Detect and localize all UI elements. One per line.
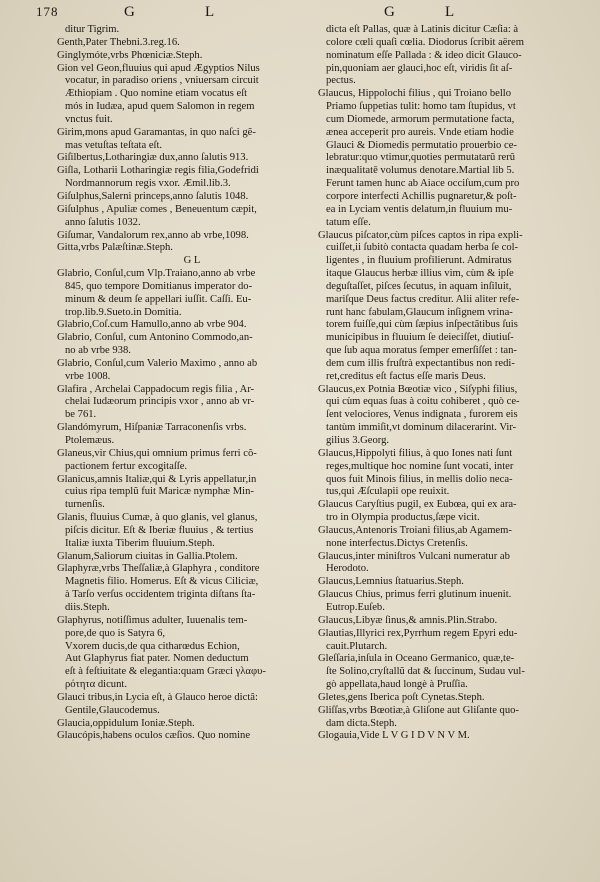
- text-line: itaque Glaucus herbæ illius vim, cùm & ipſe: [326, 268, 514, 280]
- text-line: Glaneus,vir Chius,qui omnium primus ferri cõ-: [57, 447, 257, 459]
- text-line: pectus.: [326, 75, 356, 87]
- text-line: piſcis dicitur. Eſt & Iberiæ fluuius , & tertius: [65, 524, 254, 536]
- text-line: deguſtaſſet, piſces ſecutus, in aquam inſiluit,: [326, 280, 512, 292]
- text-line: Herodoto.: [326, 563, 369, 575]
- text-line: Glaucus, Hippolochi filius , qui Troiano bello: [318, 88, 512, 100]
- text-line: qui cùm equas ſuas à coitu cohiberet , quò ce-: [326, 396, 520, 408]
- text-line: 845, quo tempore Domitianus imperator do-: [65, 280, 253, 292]
- text-line: Æthiopiam . Quo nomine etiam vocatus eſt: [65, 88, 248, 100]
- text-line: Glaucus,inter miniſtros Vulcani numeratur ab: [318, 550, 510, 562]
- text-line: eſt à feſtiuitate & elegantia:quam Græci γλαφυ-: [65, 666, 266, 678]
- text-line: turnenſis.: [65, 499, 105, 511]
- text-line: tro in Olympia productus,ſæpe vicit.: [326, 512, 480, 524]
- running-header: [0, 4, 600, 26]
- text-line: Glaucia,oppidulum Ioniæ.Steph.: [57, 717, 195, 729]
- text-line: Glaucus,Lemnius ſtatuarius.Steph.: [318, 576, 464, 588]
- text-line: Giſulphus,Salerni princeps,anno ſalutis 1048.: [57, 190, 249, 202]
- text-line: Giſumar, Vandalorum rex,anno ab vrbe,1098.: [57, 229, 249, 241]
- text-line: Glabrio, Conſul,cum Valerio Maximo , anno ab: [57, 357, 258, 369]
- text-line: cuius ripa templũ fuit Maricæ nymphæ Min-: [65, 486, 254, 498]
- text-line: gò appellata,haud longè à Pruſſia.: [326, 679, 468, 691]
- text-line: Glaucus,Antenoris Troiani filius,ab Agamem-: [318, 524, 512, 536]
- text-line: à Tarſo verſus occidentem triginta diſtans ſta-: [65, 589, 256, 601]
- text-line: minum & deum ſe appellari iuſſit. Caſſi. Eu-: [65, 293, 252, 305]
- text-line: vnctus fuit.: [65, 113, 113, 125]
- text-line: Glautias,Illyrici rex,Pyrrhum regem Epyri edu-: [318, 627, 518, 639]
- text-line: quos fuit Minois filius, in mellis dolio neca-: [326, 473, 513, 485]
- text-line: municipibus in fluuium ſe deieciſſet, diutiuſ-: [326, 332, 514, 344]
- text-line: Glaucus Caryſtius pugil, ex Eubœa, qui ex ara-: [318, 499, 517, 511]
- text-line: ænea acceperit pro aureis. Vnde etiam hodie: [326, 126, 514, 138]
- text-line: Gletes,gens Iberica poſt Cynetas.Steph.: [318, 691, 485, 703]
- text-line: Giſulphus , Apuliæ comes , Beneuentum cæpit,: [57, 203, 257, 215]
- text-line: Ginglymóte,vrbs Phœniciæ.Steph.: [57, 49, 203, 61]
- text-line: dicta eſt Pallas, quæ à Latinis dicitur Cæſia: à: [326, 24, 519, 35]
- text-line: chelai Iudæorum principis vxor , anno ab vr-: [65, 396, 255, 408]
- page-number: 178: [36, 4, 59, 19]
- text-line: ditur Tigrim.: [65, 24, 120, 35]
- text-line: pin,quoniam aer glauci,hoc eſt, viridis ſit aſ-: [326, 62, 513, 74]
- text-line: reges,multique hoc nomine ſunt vocati, inter: [326, 460, 514, 472]
- text-line: cum Diomede, armorum permutatione facta,: [326, 113, 515, 125]
- text-line: ſte Solino,cryſtallũ dat & ſuccinum, Sudau vul-: [326, 666, 525, 678]
- text-line: ea in Lyciam ventis delatum,in fluuium mu-: [326, 203, 513, 215]
- text-line: pactionem fertur excogitaſſe.: [65, 460, 188, 472]
- text-line: Magnetis filio. Homerus. Eſt & vicus Ciliciæ,: [65, 576, 259, 588]
- text-line: mariſque Deus factus creditur. Alii aliter refe-: [326, 293, 520, 305]
- text-line: Glaucópis,habens oculos cæſios. Quo nomine: [57, 730, 251, 742]
- text-line: Glaucus,Libyæ ſinus,& amnis.Plin.Strabo.: [318, 614, 498, 626]
- text-line: ρότητα dicunt.: [65, 679, 127, 691]
- text-line: Glaucus,Hippolyti filius, à quo Iones nati ſunt: [318, 447, 513, 459]
- text-line: dam dicta.Steph.: [326, 717, 397, 729]
- text-line: Glaphyrus, notiſſimus adulter, Iuuenalis tem-: [57, 614, 248, 626]
- text-line: trop.lib.9.Sueto.in Domitia.: [65, 306, 182, 318]
- text-line: tus,qui Æſculapii ope reuixit.: [326, 486, 450, 498]
- text-line: runt hanc fabulam,Glaucum inſignem vrina-: [326, 306, 513, 318]
- text-line: ligentes , in fluuium profilierunt. Admiratus: [326, 255, 512, 267]
- text-line: Glaucus,ex Potnia Bœotiæ vico , Siſyphi filius,: [318, 383, 518, 395]
- text-line: Gleſſaria,inſula in Oceano Germanico, quæ,te-: [318, 653, 515, 665]
- text-line: diis.Steph.: [65, 601, 110, 613]
- text-line: Ferunt tamen hunc ab Aiace occiſum,cum pro: [326, 178, 520, 190]
- text-line: Glauci & Diomedis permutatio prouerbio ce-: [326, 139, 517, 151]
- left-guide-letter-2: L: [205, 4, 216, 20]
- text-line: Glabrio, Conſul, cum Antonino Commodo,an-: [57, 332, 253, 344]
- text-line: Glaphyræ,vrbs Theſſaliæ,à Glaphyra , conditore: [57, 563, 260, 575]
- text-line: Italiæ iuxta Tiberim fluuium.Steph.: [65, 537, 215, 549]
- text-line: Nordmannorum regis vxor. Æmil.lib.3.: [65, 178, 231, 190]
- text-line: colore cœli quaſi cœlia. Diodorus ſcribit aërem: [326, 36, 524, 48]
- text-line: vocatur, in paradiso oriens , vniuersam circuit: [65, 75, 259, 87]
- text-line: Gion vel Geon,fluuius qui apud Ægyptios Nilus: [57, 62, 260, 74]
- text-line: que ſub aqua moratus ſemper emerſiſſet : tan-: [326, 345, 517, 357]
- right-text-column: [318, 24, 590, 743]
- text-line: Priamo ſuppetias tulit: homo tam ſtupidus, vt: [326, 101, 516, 113]
- text-line: anno ſalutis 1032.: [65, 216, 141, 228]
- text-line: be 761.: [65, 409, 97, 421]
- text-line: Glanis, fluuius Cumæ, à quo glanis, vel glanus,: [57, 512, 258, 524]
- text-line: Gitta,vrbs Palæſtinæ.Steph.: [57, 242, 173, 254]
- text-line: Giſla, Lotharii Lotharingiæ regis filia,Godefridi: [57, 165, 259, 177]
- text-line: corpore interfecti Achillis pugnaretur,& poſt-: [326, 190, 517, 202]
- text-line: Genth,Pater Thebni.3.reg.16.: [57, 36, 180, 48]
- text-line: lebratur:quo vtimur,quoties permutatarũ rerũ: [326, 152, 516, 164]
- right-guide-letter-2: L: [445, 4, 456, 20]
- left-guide-letter-1: G: [124, 4, 136, 20]
- text-line: Glaucus Chius, primus ferri glutinum inuenit.: [318, 589, 512, 601]
- text-line: tantùm immiſit,vt dominum dilacerarint. Vir-: [326, 422, 517, 434]
- text-line: Glanicus,amnis Italiæ,qui & Lyris appellatur,in: [57, 473, 257, 485]
- text-line: mós in Iudæa, apud quem Salomon in regem: [65, 101, 255, 113]
- text-line: Glandómyrum, Hiſpaniæ Tarraconenſis vrbs.: [57, 422, 247, 434]
- left-text-column: [57, 24, 327, 743]
- text-line: Vxorem ducis,de qua citharœdus Echion,: [65, 640, 240, 652]
- text-line: Glauci tribus,in Lycia eſt, à Glauco heroe dictâ:: [57, 691, 258, 703]
- text-line: Glaucus piſcator,cùm piſces captos in ripa expli-: [318, 229, 523, 241]
- text-line: cauit.Plutarch.: [326, 640, 388, 652]
- text-line: cuiſſet,ii ſubitò contacta quadam herba ſe col-: [326, 242, 519, 254]
- text-line: Eutrop.Euſeb.: [326, 601, 385, 613]
- text-line: vrbe 1008.: [65, 370, 111, 382]
- text-line: tatum eſſe.: [326, 216, 371, 228]
- text-line: Aut Glaphyrus fiat pater. Nomen deductum: [65, 653, 249, 665]
- text-line: mas vetuſtas teſtata eſt.: [65, 139, 163, 151]
- text-line: dem cum illis fruſtrà expectantibus non redi-: [326, 357, 515, 369]
- right-guide-letter-1: G: [384, 4, 396, 20]
- text-line: Glogauia,Vide L V G I D V N V M.: [318, 730, 470, 742]
- text-line: Gentile,Glaucodemus.: [65, 704, 160, 716]
- text-line: no ab vrbe 938.: [65, 345, 131, 357]
- text-line: ret,creditus eſt factus eſſe maris Deus.: [326, 370, 486, 382]
- text-line: Ptolemæus.: [65, 435, 115, 446]
- text-line: pore,de quo is Satyra 6,: [65, 627, 166, 639]
- text-line: Glanum,Saliorum ciuitas in Gallia.Ptolem.: [57, 550, 238, 562]
- text-line: Giſilbertus,Lotharingiæ dux,anno ſalutis 913.: [57, 152, 249, 164]
- text-line: none interfectus.Dictys Cretenſis.: [326, 537, 468, 549]
- text-line: Gliſſas,vrbs Bœotiæ,à Gliſone aut Gliſante quo-: [318, 704, 519, 716]
- text-line: nominatum eſſe Pallada : & ideo dicit Glauco-: [326, 49, 522, 61]
- text-line: Glabrio,Coſ.cum Hamullo,anno ab vrbe 904.: [57, 319, 247, 331]
- text-line: ſent velociores, Venus indignata , furorem eis: [326, 409, 518, 421]
- text-line: Glafira , Archelai Cappadocum regis filia , Ar-: [57, 383, 255, 395]
- text-line: Glabrio, Conſul,cum Vlp.Traiano,anno ab vrbe: [57, 268, 256, 280]
- section-letter-divider: G L: [183, 255, 201, 267]
- text-line: gilius 3.Georg.: [326, 435, 390, 446]
- text-line: Girim,mons apud Garamantas, in quo naſci gẽ-: [57, 126, 256, 138]
- text-line: inæqualitatē volumus denotare.Martial lib 5.: [326, 165, 515, 177]
- text-line: torem fuiſſe,qui cùm ſæpius inſpectãtibus ſuis: [326, 319, 518, 331]
